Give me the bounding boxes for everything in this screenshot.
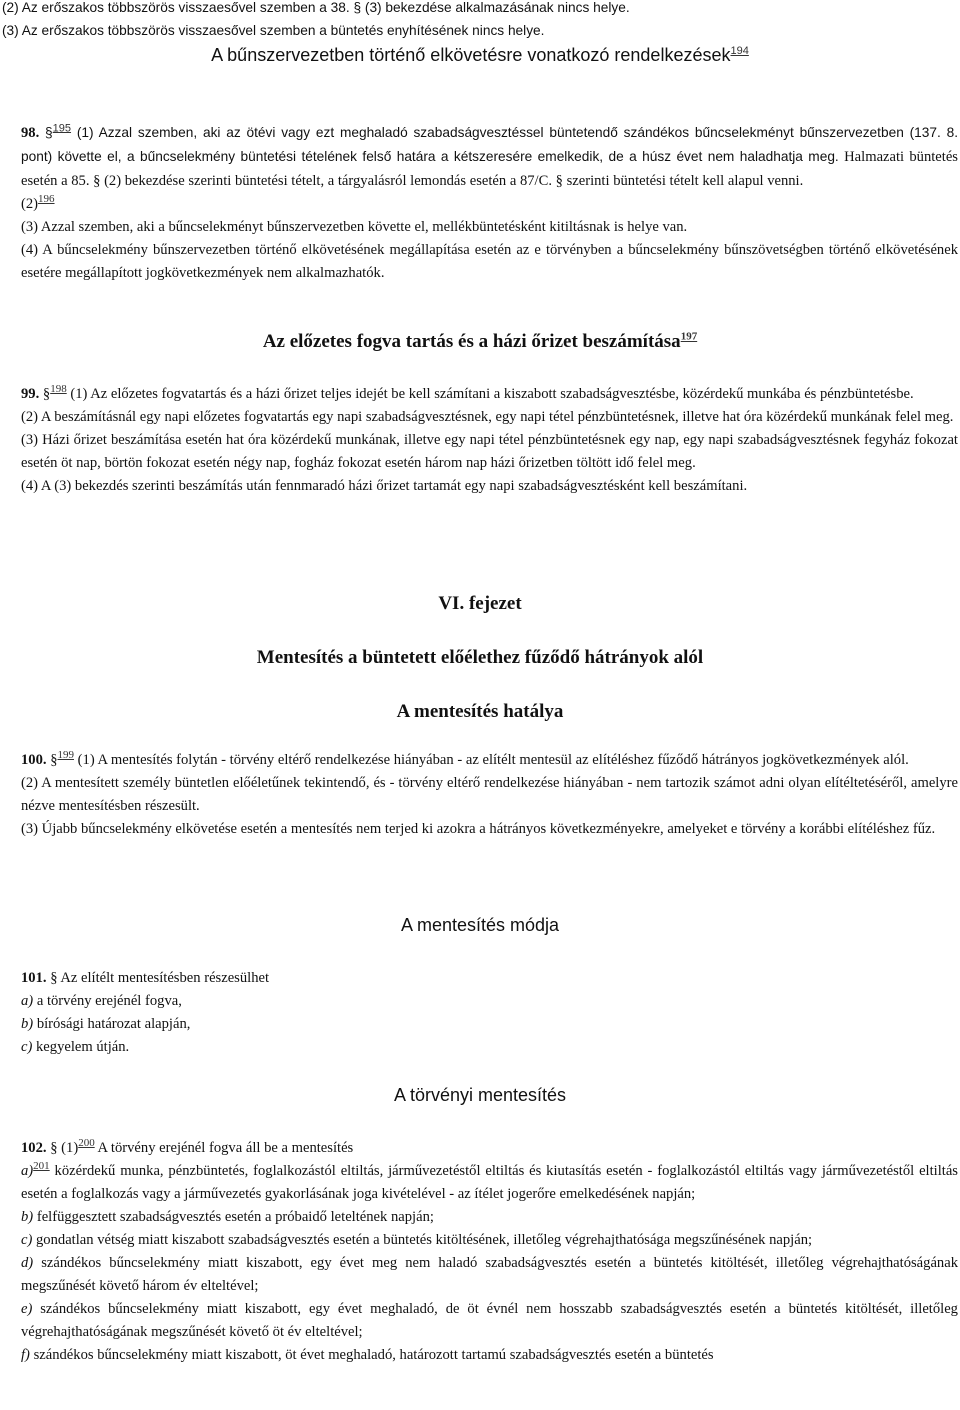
footnote-link[interactable]: 199 — [57, 749, 74, 762]
paragraph: (4) A (3) bekezdés szerinti beszámítás után fennmaradó házi őrizet tartamát egy napi szabadságvesztésként kell beszámítani. — [21, 478, 748, 494]
paragraph-102: 102. § $(1)^{200}$ A törvény erejénél fogva áll be a mentesítés — [21, 1137, 354, 1156]
section-heading: A bűnszervezetben történő elkövetésre vonatkozó rendelkezések$^{194}$ — [211, 45, 749, 65]
list-item: c) gondatlan vétség miatt kiszabott szabadságvesztés esetén a büntetés kitöltésének, illetőleg végrehajthatósága megszűnésének napján; — [21, 1232, 813, 1248]
section-heading: Az előzetes fogva tartás és a házi őrizet beszámítása$^{197}$ — [262, 330, 698, 352]
footnote-link[interactable]: 196 — [38, 193, 55, 206]
footnote-link[interactable]: 200 — [78, 1137, 95, 1150]
paragraph-99: 99. §$^{198}$ (1) Az előzetes fogvatartás és a házi őrizet teljes idejét be kell számítani a kiszabott szabadságvesztésbe, közérdekű munkába és pénzbüntetésbe. — [21, 383, 914, 402]
paragraph-101: 101. § Az elítélt mentesítésben részesülhet — [21, 970, 270, 986]
footnote-link[interactable]: 194 — [730, 45, 749, 57]
paragraph: (3) Házi őrizet beszámítása esetén hat óra közérdekű munkának, illetve egy napi tétel pénzbüntetésnek egy nap, egy napi szabadságvesztésnek fegyház fokozat esetén öt nap, börtön fokozat esetén négy nap, fogház fokozat esetén három nap házi őrizetben töltött idő felel meg. — [21, 432, 958, 471]
list-item: b) felfüggesztett szabadságvesztés esetén a próbaidő leteltének napján; — [21, 1209, 434, 1225]
section-heading: A törvényi mentesítés — [393, 1085, 567, 1105]
list-item: d) szándékos bűncselekmény miatt kiszabott, egy évet meg nem haladó szabadságvesztés esetén a büntetés kitöltését, illetőleg végrehajthatóságának megszűnését követő három év elteltével; — [21, 1255, 958, 1294]
chapter-label: VI. fejezet — [438, 593, 522, 614]
paragraph-98: 98. §$^{195}$ (1) Azzal szemben, aki az ötévi vagy ezt meghaladó szabadságvesztéssel büntetendő szándékos bűncselekményt bűnszervezetben (137. 8. pont) követte el, a bűncselekmény büntetési tételének felső határa a kétszeresére emelkedik, de a húsz évet nem haladhatja meg. Halmazati büntetés esetén a 85. § (2) bekezdése szerinti büntetési tételt, a tárgyalásról lemondás esetén a 87/C. § szerinti büntetési tételt kell alapul venni. — [21, 122, 958, 189]
paragraph: (2) A beszámításnál egy napi előzetes fogvatartás egy napi szabadságvesztésnek, egy napi tétel pénzbüntetésnek, illetve hat óra közérdekű munkának felel meg. — [21, 409, 954, 425]
section-heading: A mentesítés hatálya — [396, 701, 564, 722]
list-item: a) a törvény erejénél fogva, — [21, 993, 182, 1009]
list-item: b) bírósági határozat alapján, — [21, 1016, 191, 1032]
chapter-title: Mentesítés a büntetett előélethez fűződő hátrányok alól — [256, 647, 704, 668]
paragraph: (2) A mentesített személy büntetlen előéletűnek tekintendő, és - törvény eltérő rendelkezése hiányában - nem tartozik számot adni olyan elítéltetéséről, amelyre nézve mentesítésben részesült. — [21, 775, 958, 814]
paragraph: (4) A bűncselekmény bűnszervezetben történő elkövetésének megállapítása esetén az e törvényben a bűncselekmény bűnszövetségben történő elkövetésének esetére megállapított jogkövetkezmények nem alkalmazhatók. — [21, 242, 958, 281]
paragraph-100: 100. §$^{199}$ (1) A mentesítés folytán - törvény eltérő rendelkezése hiányában - az elítélt mentesül az elítéléshez fűződő hátrányos jogkövetkezmények alól. — [21, 749, 909, 768]
paragraph: $(2)^{196}$ — [21, 193, 55, 212]
paragraph: (2) Az erőszakos többszörös visszaesővel szemben a 38. § (3) bekezdése alkalmazásának nincs helye. — [2, 0, 630, 15]
list-item: f) szándékos bűncselekmény miatt kiszabott, öt évet meghaladó, határozott tartamú szabadságvesztés esetén a büntetés — [21, 1347, 714, 1363]
footnote-link[interactable]: 198 — [50, 383, 67, 396]
paragraph: (3) Az erőszakos többszörös visszaesővel szemben a büntetés enyhítésének nincs helye. — [2, 23, 545, 38]
section-heading: A mentesítés módja — [400, 915, 560, 935]
footnote-link[interactable]: 195 — [52, 122, 72, 135]
paragraph: (3) Újabb bűncselekmény elkövetése esetén a mentesítés nem terjed ki azokra a hátrányos következményekre, amelyeket e törvény a korábbi elítéléshez fűz. — [21, 821, 936, 837]
paragraph: (3) Azzal szemben, aki a bűncselekményt bűnszervezetben követte el, mellékbüntetésként kitiltásnak is helye van. — [21, 219, 688, 235]
list-item: e) szándékos bűncselekmény miatt kiszabott, egy évet meghaladó, de öt évnél nem hosszabb szabadságvesztés esetén a büntetés kitöltését, illetőleg végrehajthatóságának megszűnését követő öt év elteltével; — [21, 1301, 958, 1340]
footnote-link[interactable]: 197 — [680, 330, 698, 343]
footnote-link[interactable]: 201 — [33, 1160, 50, 1173]
list-item: a)$^{201}$ közérdekű munka, pénzbüntetés, foglalkozástól eltiltás, járművezetéstől eltiltás és kiutasítás esetén - foglalkozástól eltiltás vagy járművezetéstől eltiltás esetén a foglalkozás vagy a járművezetés gyakorlásának joga kivételével - az ítélet jogerőre emelkedésének napján; — [21, 1160, 958, 1202]
list-item: c) kegyelem útján. — [21, 1039, 130, 1055]
